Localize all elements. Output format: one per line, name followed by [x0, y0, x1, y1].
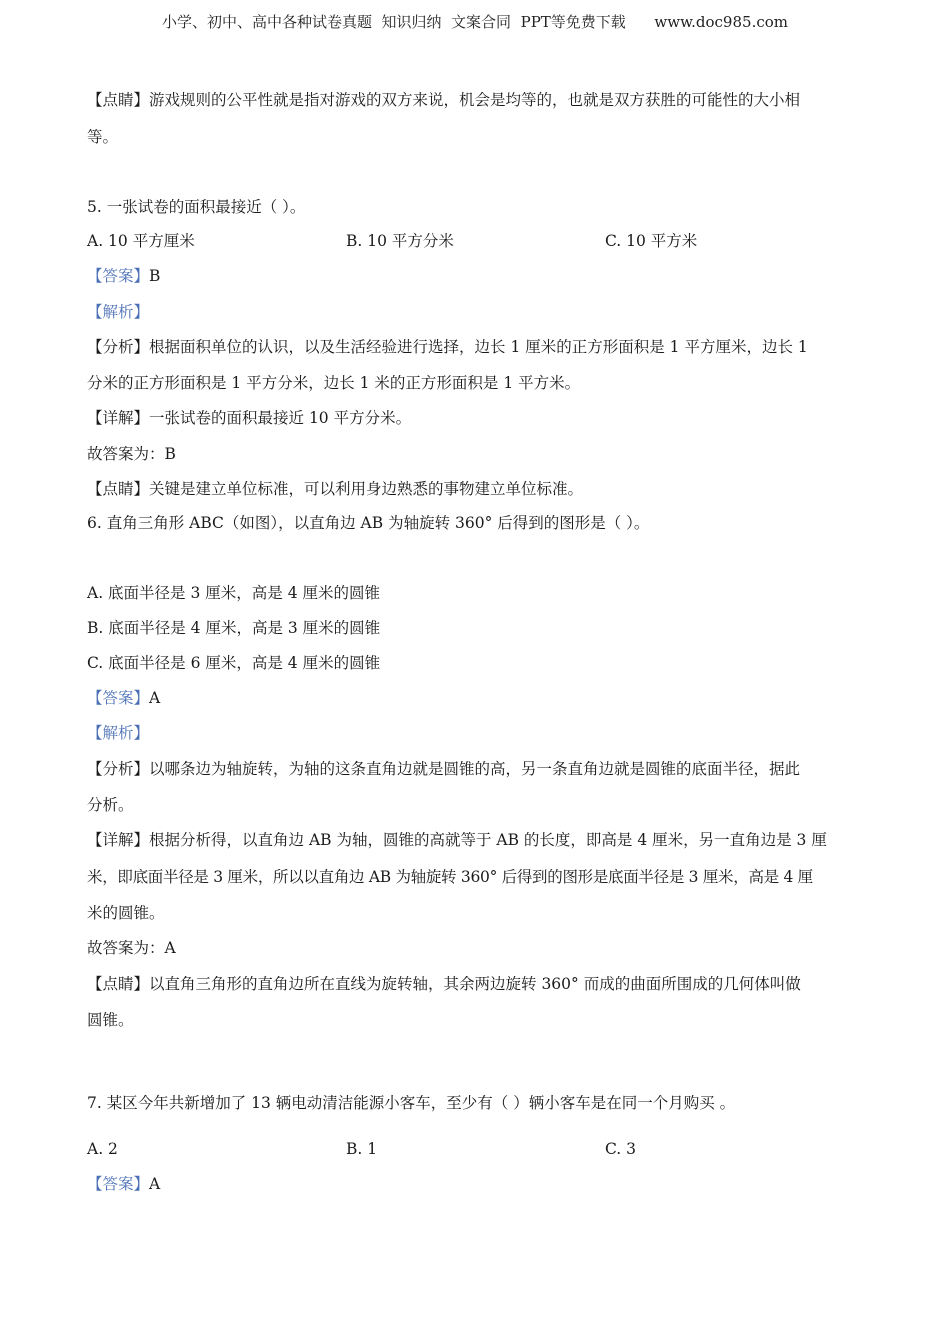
dianjing-tag: 【点睛】 [87, 480, 150, 498]
q5-dianjing-text: 关键是建立单位标准，可以利用身边熟悉的事物建立单位标准。 [149, 480, 584, 498]
dianjing-tag: 【点睛】 [87, 975, 150, 993]
q7-option-b: B. 1 [346, 1140, 378, 1158]
fenxi-tag: 【分析】 [87, 338, 150, 356]
q5-option-a: A. 10 平方厘米 [87, 232, 195, 250]
q5-answer [87, 265, 160, 287]
fenxi-tag: 【分析】 [87, 760, 150, 778]
q6-xiangjie-line1: 根据分析得，以直角边 AB 为轴，圆锥的高就等于 AB 的长度，即高是 4 厘米，另一直角边是 3 厘 [149, 831, 827, 849]
q6-dianjing [87, 973, 801, 995]
q5-fenxi-line2: 分米的正方形面积是 1 平方分米，边长 1 米的正方形面积是 1 平方米。 [87, 374, 581, 392]
q7-stem: 7. 某区今年共新增加了 13 辆电动清洁能源小客车，至少有（ ）辆小客车是在同一个月购买 。 [87, 1094, 736, 1112]
q5-answer-value: B [149, 267, 161, 285]
q5-xiangjie [87, 407, 411, 429]
q6-option-b: B. 底面半径是 4 厘米，高是 3 厘米的圆锥 [87, 619, 381, 637]
q7-option-c: C. 3 [605, 1140, 637, 1158]
q6-xiangjie-line2: 米，即底面半径是 3 厘米，所以以直角边 AB 为轴旋转 360° 后得到的图形是底面半径是 3 厘米，高是 4 厘 [87, 868, 813, 886]
q7-option-a: A. 2 [87, 1140, 118, 1158]
dianjing-tag: 【点睛】 [87, 91, 150, 109]
q6-option-a: A. 底面半径是 3 厘米，高是 4 厘米的圆锥 [87, 584, 380, 602]
q5-xiangjie-text: 一张试卷的面积最接近 10 平方分米。 [149, 409, 412, 427]
answer-tag: 【答案】 [87, 267, 150, 285]
q6-stem: 6. 直角三角形 ABC（如图），以直角边 AB 为轴旋转 360° 后得到的图形是（ ）。 [87, 514, 650, 532]
page-header: 小学、初中、高中各种试卷真题 知识归纳 文案合同 PPT等免费下载 www.doc985.com [161, 13, 788, 31]
xiangjie-tag: 【详解】 [87, 831, 150, 849]
xiangjie-tag: 【详解】 [87, 409, 150, 427]
q4-dianjing-line2: 等。 [87, 128, 119, 146]
q6-jiexi-tag: 【解析】 [87, 724, 150, 742]
q5-fenxi [87, 336, 808, 358]
q6-fenxi-line2: 分析。 [87, 796, 134, 814]
q6-xiangjie [87, 829, 827, 851]
q5-fenxi-line1: 根据面积单位的认识，以及生活经验进行选择，边长 1 厘米的正方形面积是 1 平方厘米，边长 1 [149, 338, 808, 356]
q6-dianjing-line2: 圆锥。 [87, 1011, 134, 1029]
q7-answer [87, 1173, 160, 1195]
q6-option-c: C. 底面半径是 6 厘米，高是 4 厘米的圆锥 [87, 654, 381, 672]
answer-tag: 【答案】 [87, 689, 150, 707]
q6-fenxi-line1: 以哪条边为轴旋转，为轴的这条直角边就是圆锥的高，另一条直角边就是圆锥的底面半径，据此 [149, 760, 801, 778]
q4-dianjing [87, 89, 800, 111]
q5-jiexi-tag: 【解析】 [87, 303, 150, 321]
q5-dianjing [87, 478, 583, 500]
q5-final-answer: 故答案为：B [87, 445, 176, 463]
q7-answer-value: A [149, 1175, 161, 1193]
q6-answer-value: A [149, 689, 161, 707]
q6-final-answer: 故答案为：A [87, 939, 176, 957]
q5-option-c: C. 10 平方米 [605, 232, 698, 250]
q5-option-b: B. 10 平方分米 [346, 232, 454, 250]
q6-answer [87, 687, 160, 709]
q6-fenxi [87, 758, 800, 780]
q4-dianjing-line1: 游戏规则的公平性就是指对游戏的双方来说，机会是均等的，也就是双方获胜的可能性的大小相 [149, 91, 801, 109]
q6-dianjing-line1: 以直角三角形的直角边所在直线为旋转轴，其余两边旋转 360° 而成的曲面所围成的几何体叫做 [149, 975, 801, 993]
answer-tag: 【答案】 [87, 1175, 150, 1193]
q5-stem: 5. 一张试卷的面积最接近（ ）。 [87, 198, 306, 216]
q6-xiangjie-line3: 米的圆锥。 [87, 904, 165, 922]
